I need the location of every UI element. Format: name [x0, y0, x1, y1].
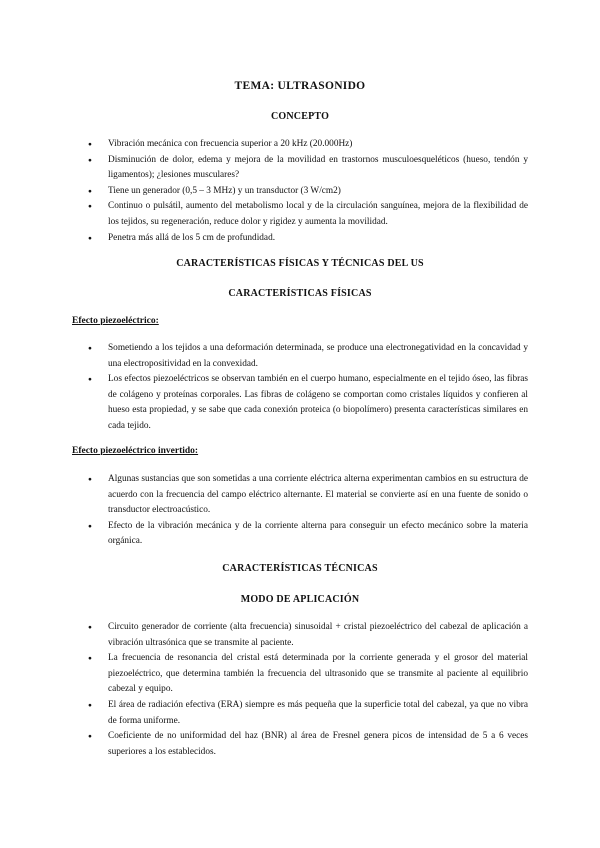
caracteristicas-heading: CARACTERÍSTICAS FÍSICAS Y TÉCNICAS DEL US: [176, 258, 424, 269]
list-item: ● Circuito generador de corriente (alta frecuencia) sinusoidal + cristal piezoeléctrico del cabezal de aplicación a vibración ultrasónica que se transmite al paciente.: [72, 620, 528, 651]
piezo-list: [72, 341, 528, 435]
list-item: ● Coeficiente de no uniformidad del haz (BNR) al área de Fresnel genera picos de intensidad de 5 a 6 veces superiores a los establecidos.: [72, 729, 528, 760]
list-item: ● Penetra más allá de los 5 cm de profundidad.: [72, 231, 528, 247]
list-item: ● Tiene un generador (0,5 – 3 MHz) y un transductor (3 W/cm2): [72, 184, 528, 200]
fisicas-heading: CARACTERÍSTICAS FÍSICAS: [228, 288, 372, 299]
list-item: ● Sometiendo a los tejidos a una deformación determinada, se produce una electronegatividad en la concavidad y una electropositividad en la convexidad.: [72, 341, 528, 372]
list-item: ● La frecuencia de resonancia del cristal está determinada por la corriente generada y el grosor del material piezoeléctrico, que determina también la frecuencia del ultrasonido que se transmite al paciente al equilibrio cabezal y equipo.: [72, 651, 528, 698]
modo-aplicacion-heading: MODO DE APLICACIÓN: [240, 594, 360, 605]
tecnicas-heading: CARACTERÍSTICAS TÉCNICAS: [222, 563, 378, 574]
concepto-list: [72, 137, 528, 246]
concepto-heading: CONCEPTO: [270, 111, 330, 122]
list-item: ● Vibración mecánica con frecuencia superior a 20 kHz (20.000Hz): [72, 137, 528, 153]
list-item: ● Continuo o pulsátil, aumento del metabolismo local y de la circulación sanguínea, mejora de la flexibilidad de los tejidos, su regeneración, reduce dolor y rigidez y aumenta la movilidad.: [72, 199, 528, 230]
list-item: ● Los efectos piezoeléctricos se observan también en el cuerpo humano, especialmente en el tejido óseo, las fibras de colágeno y proteínas corporales. Las fibras de colágeno se comportan como cristales líquidos y confieren al hueso esta propiedad, y se sabe que cada conexión proteica (o biopolímero) presenta características similares en cada tejido.: [72, 372, 528, 434]
list-item: ● Disminución de dolor, edema y mejora de la movilidad en trastornos musculoesqueléticos (hueso, tendón y ligamentos); ¿lesiones musculares?: [72, 153, 528, 184]
list-item: ● Efecto de la vibración mecánica y de la corriente alterna para conseguir un efecto mecánico sobre la materia orgánica.: [72, 519, 528, 550]
piezo-invertido-heading: Efecto piezoeléctrico invertido:: [72, 446, 199, 456]
modo-aplicacion-list: [72, 620, 528, 760]
piezo-heading: Efecto piezoeléctrico:: [72, 316, 159, 326]
piezo-invertido-list: [72, 472, 528, 550]
list-item: ● Algunas sustancias que son sometidas a una corriente eléctrica alterna experimentan cambios en su estructura de acuerdo con la frecuencia del campo eléctrico alternante. El material se convierte así en una fuente de sonido o transductor electroacústico.: [72, 472, 528, 519]
list-item: ● El área de radiación efectiva (ERA) siempre es más pequeña que la superficie total del cabezal, ya que no vibra de forma uniforme.: [72, 698, 528, 729]
document-title: TEMA: ULTRASONIDO: [234, 80, 366, 92]
